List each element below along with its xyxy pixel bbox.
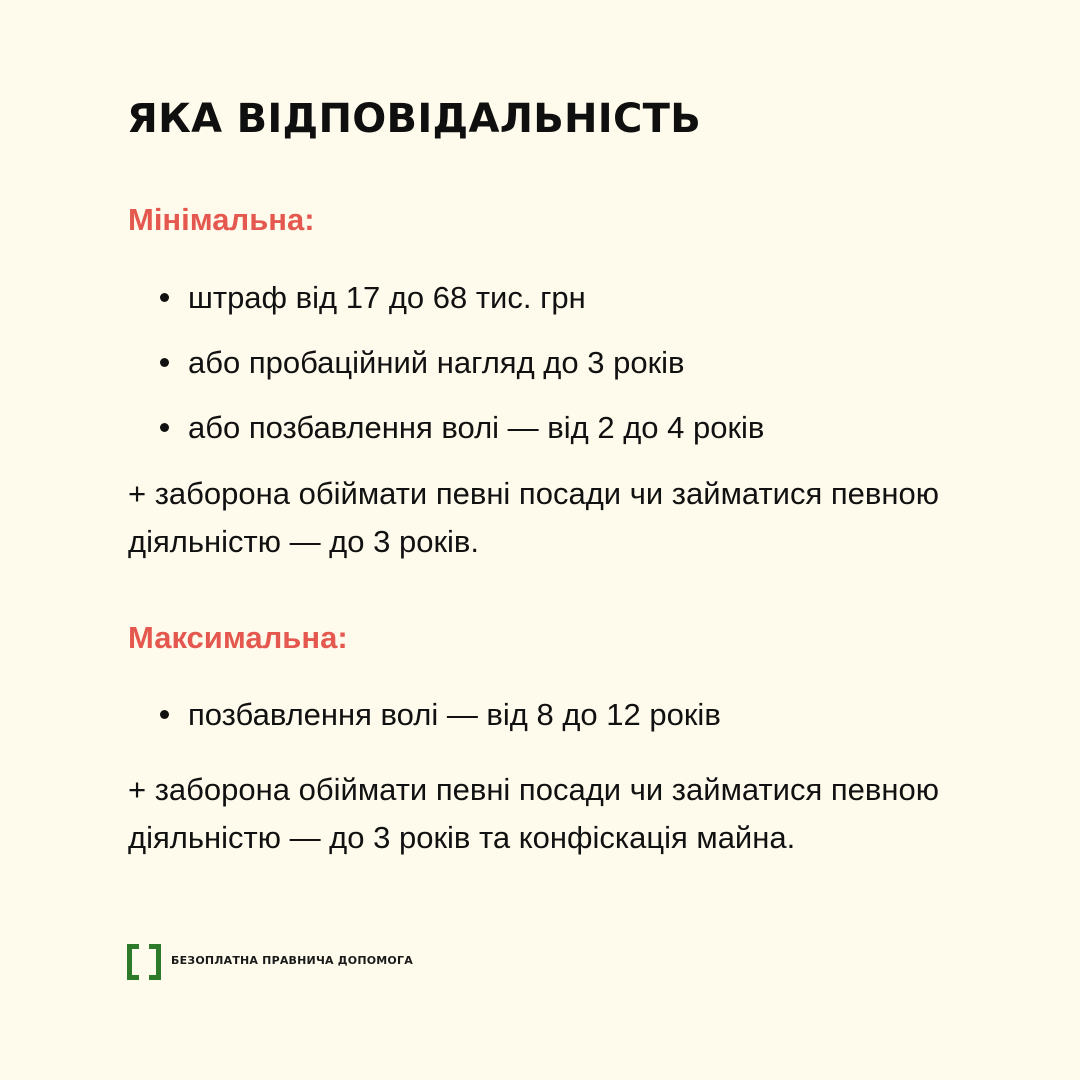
maximal-note: + заборона обіймати певні посади чи займатися певною діяльністю — до 3 років та конфіскація майна. [128,772,939,855]
list-item [160,693,721,758]
maximal-list [160,693,721,758]
bullet-dot-icon [160,710,169,719]
list-item [160,341,764,406]
minimal-note: + заборона обіймати певні посади чи займатися певною діяльністю — до 3 років. [128,476,939,559]
bullet-dot-icon [160,358,169,367]
list-item-text: або позбавлення волі — від 2 до 4 років [188,410,765,445]
minimal-list [160,276,764,471]
right-bracket-icon [149,944,161,980]
organization-name: БЕЗОПЛАТНА ПРАВНИЧА ДОПОМОГА [171,953,413,967]
list-item-text: штраф від 17 до 68 тис. грн [188,280,586,315]
maximal-heading: Максимальна: [128,620,348,655]
left-bracket-icon [127,944,139,980]
list-item-text: позбавлення волі — від 8 до 12 років [188,697,721,732]
footer-logo [127,944,413,976]
bracket-logo-icon [127,944,161,976]
list-item-text: або пробаційний нагляд до 3 років [188,345,685,380]
bullet-dot-icon [160,293,169,302]
list-item [160,276,764,341]
bullet-dot-icon [160,423,169,432]
list-item [160,406,764,471]
page-title: ЯКА ВІДПОВІДАЛЬНІСТЬ [127,96,702,142]
minimal-heading: Мінімальна: [128,202,315,237]
